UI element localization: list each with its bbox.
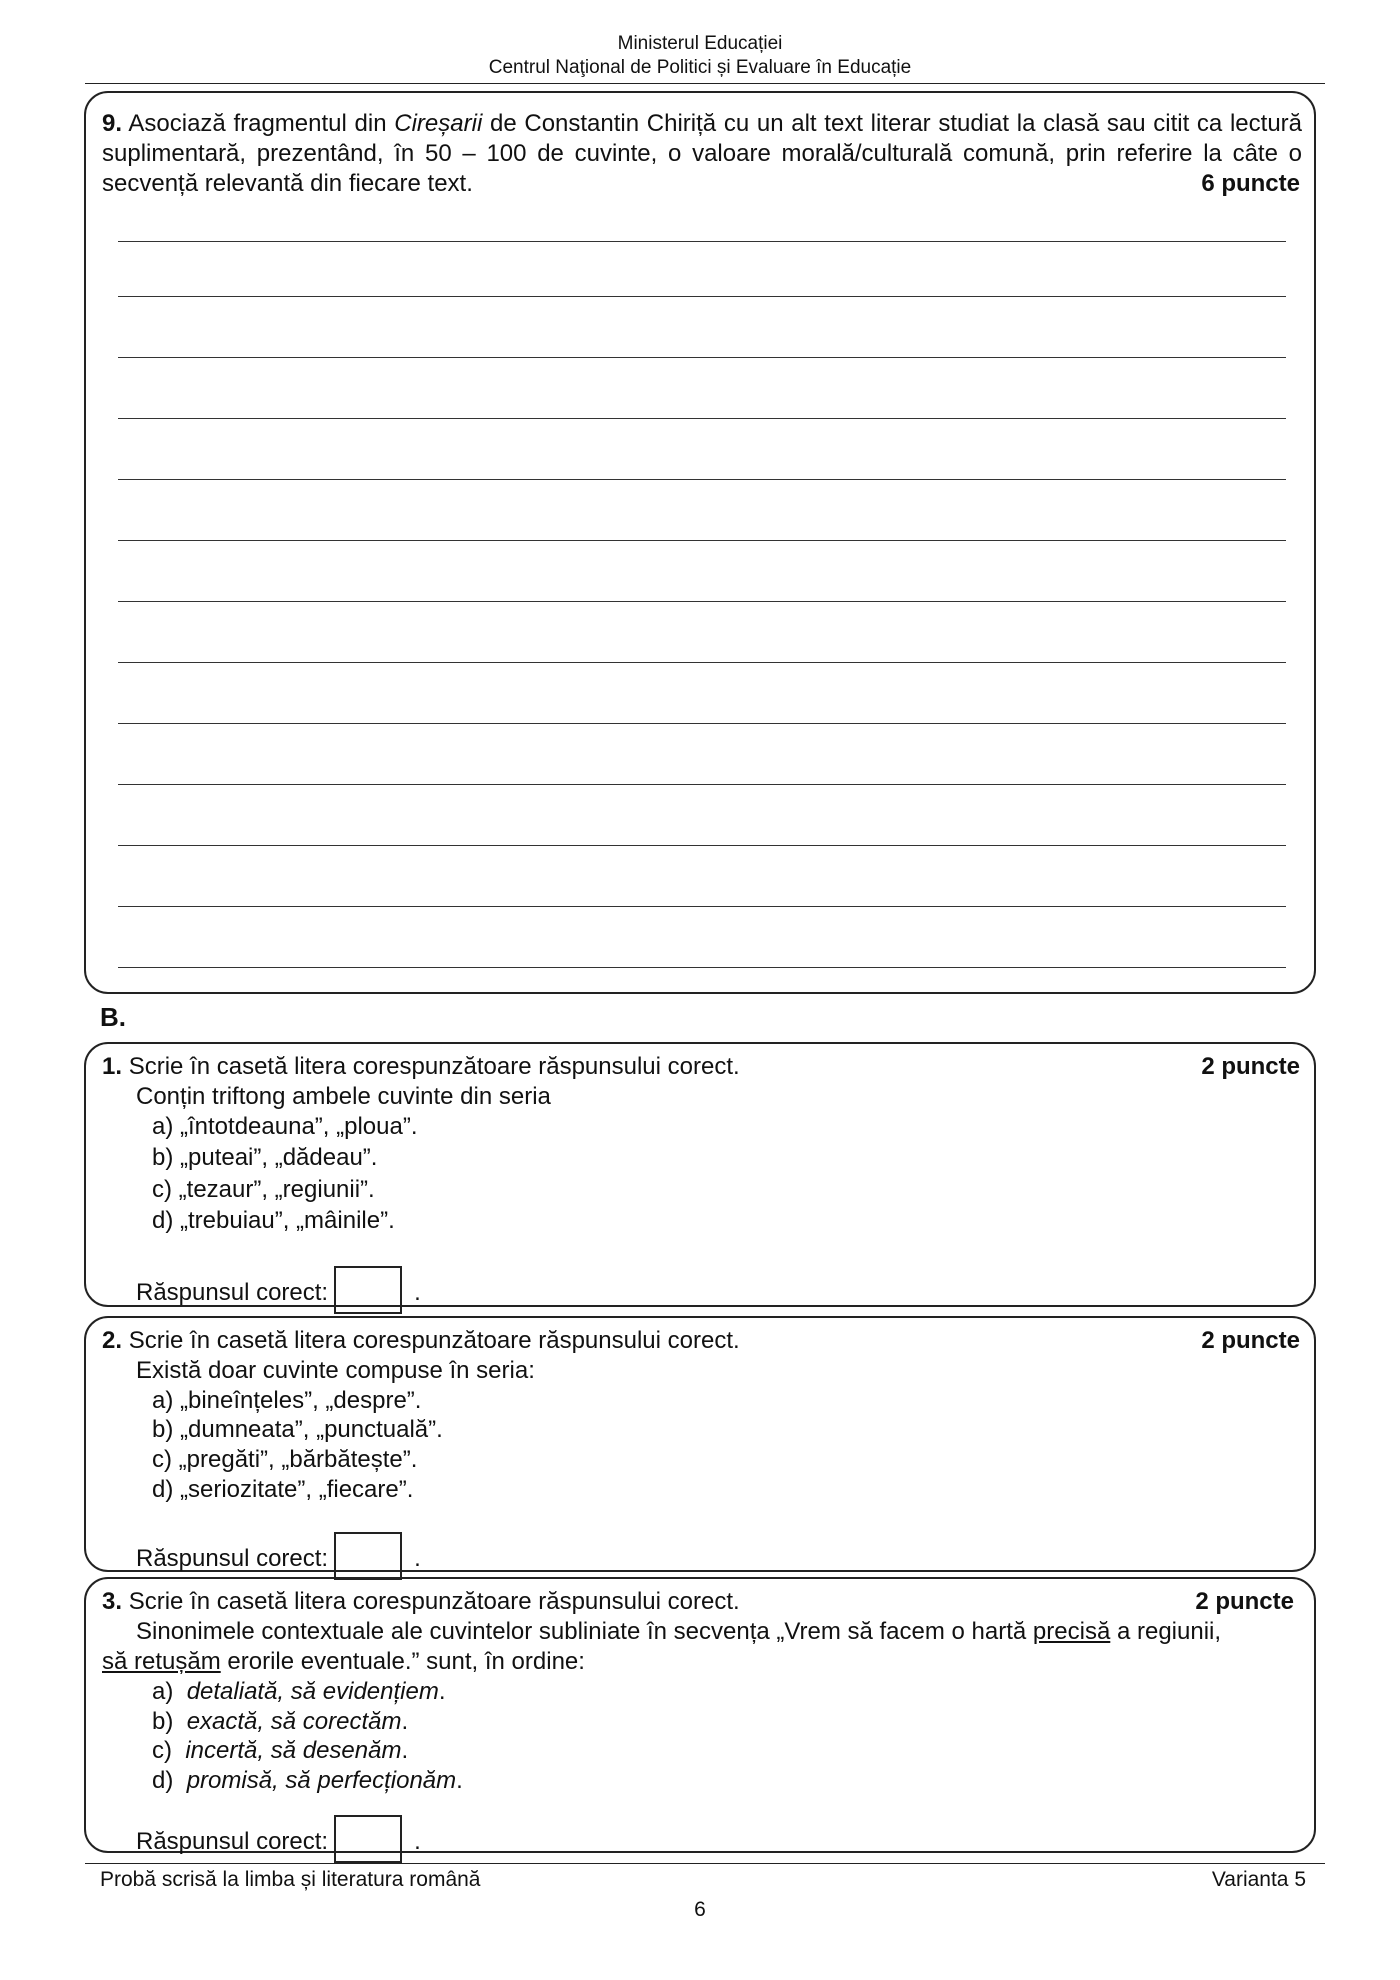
answer-line[interactable] — [118, 418, 1286, 419]
question-9-text: 9. Asociază fragmentul din Cireșarii de Constantin Chiriță cu un alt text literar studiat la clasă sau citit ca lectură suplimentară, prezentând, în 50 – 100 de cuvinte, o valoare morală/culturală comună, prin referire la câte o secvență relevantă din fiecare text. — [102, 110, 1303, 197]
answer-line[interactable] — [118, 906, 1286, 907]
answer-label: Răspunsul corect: — [136, 1828, 329, 1855]
answer-line[interactable] — [118, 662, 1286, 663]
answer-box[interactable] — [334, 1532, 402, 1580]
option-b: b) „dumneata”, „punctuală”. — [152, 1416, 443, 1443]
footer-variant: Varianta 5 — [1211, 1868, 1306, 1891]
book-title: Cireșarii — [394, 110, 483, 137]
question-3-points: 2 puncte — [1195, 1588, 1294, 1615]
answer-line[interactable] — [118, 357, 1286, 358]
underlined-phrase: să retușăm — [102, 1648, 221, 1675]
footer-exam-title: Probă scrisă la limba și literatura română — [100, 1868, 481, 1891]
answer-row: Răspunsul corect: . — [136, 1532, 421, 1580]
option-d: d) „trebuiau”, „mâinile”. — [152, 1207, 395, 1234]
answer-label: Răspunsul corect: — [136, 1279, 329, 1306]
option-a: a) „bineînțeles”, „despre”. — [152, 1387, 422, 1414]
answer-row: Răspunsul corect: . — [136, 1815, 421, 1863]
question-3-box — [84, 1577, 1316, 1853]
option-a: a) detaliată, să evidențiem. — [152, 1678, 446, 1705]
answer-line[interactable] — [118, 479, 1286, 480]
answer-line[interactable] — [118, 296, 1286, 297]
underlined-word: precisă — [1032, 1618, 1111, 1645]
question-1-box — [84, 1042, 1316, 1307]
question-3-instruction: 3. Scrie în casetă litera corespunzătoare răspunsului corect. — [102, 1588, 740, 1615]
page-number: 6 — [694, 1898, 706, 1921]
section-b-heading: B. — [100, 1002, 126, 1032]
answer-line[interactable] — [118, 723, 1286, 724]
answer-line[interactable] — [118, 601, 1286, 602]
question-2-box — [84, 1316, 1316, 1572]
answer-line[interactable] — [118, 784, 1286, 785]
option-d: d) promisă, să perfecționăm. — [152, 1767, 463, 1794]
answer-label: Răspunsul corect: — [136, 1545, 329, 1572]
answer-line[interactable] — [118, 967, 1286, 968]
question-3-prompt: Sinonimele contextuale ale cuvintelor subliniate în secvența „Vrem să facem o hartă precisă a regiunii, — [136, 1618, 1222, 1645]
option-c: c) „tezaur”, „regiunii”. — [152, 1176, 375, 1203]
question-2-prompt: Există doar cuvinte compuse în seria: — [136, 1357, 535, 1384]
header-divider — [85, 83, 1325, 84]
question-2-points: 2 puncte — [1201, 1327, 1300, 1354]
answer-box[interactable] — [334, 1266, 402, 1314]
center-name: Centrul Naţional de Politici și Evaluare în Educație — [488, 57, 912, 78]
question-9-points: 6 puncte — [1201, 170, 1300, 197]
option-b: b) exactă, să corectăm. — [152, 1708, 409, 1735]
answer-line[interactable] — [118, 845, 1286, 846]
ministry-name: Ministerul Educației — [617, 33, 783, 54]
answer-box[interactable] — [334, 1815, 402, 1863]
answer-line[interactable] — [118, 540, 1286, 541]
option-b: b) „puteai”, „dădeau”. — [152, 1144, 378, 1171]
page-header — [0, 32, 1400, 80]
option-c: c) incertă, să desenăm. — [152, 1737, 409, 1764]
option-d: d) „seriozitate”, „fiecare”. — [152, 1476, 414, 1503]
footer-divider — [85, 1863, 1325, 1864]
question-3-prompt-continued: să retușăm erorile eventuale.” sunt, în ordine: — [102, 1648, 585, 1675]
question-1-points: 2 puncte — [1201, 1053, 1300, 1080]
option-c: c) „pregăti”, „bărbătește”. — [152, 1446, 418, 1473]
question-9-box — [84, 91, 1316, 994]
question-number: 9. — [102, 110, 123, 137]
question-1-instruction: 1. Scrie în casetă litera corespunzătoare răspunsului corect. — [102, 1053, 740, 1080]
question-1-prompt: Conțin triftong ambele cuvinte din seria — [136, 1083, 551, 1110]
answer-line[interactable] — [118, 241, 1286, 242]
answer-row: Răspunsul corect: . — [136, 1266, 421, 1314]
option-a: a) „întotdeauna”, „ploua”. — [152, 1113, 418, 1140]
question-2-instruction: 2. Scrie în casetă litera corespunzătoare răspunsului corect. — [102, 1327, 740, 1354]
